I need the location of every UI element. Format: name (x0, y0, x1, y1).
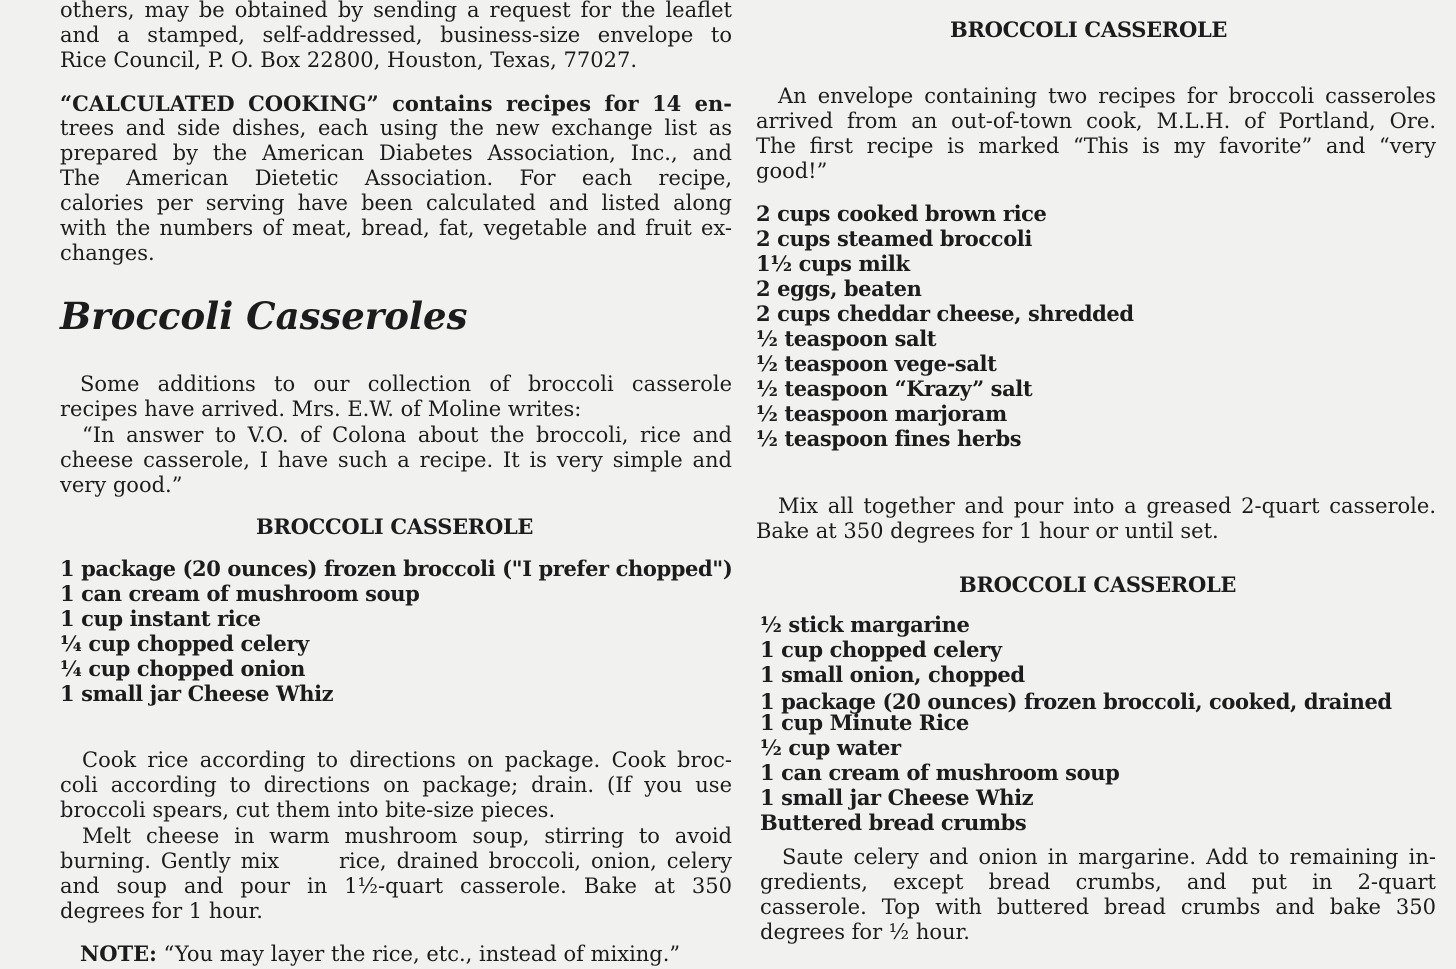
text-line: “In answer to V.O. of Colona about the broccoli, rice and (82, 423, 732, 447)
saute-paragraph (760, 845, 1436, 945)
mix-paragraph (756, 494, 1436, 544)
text-line: broccoli spears, cut them into bite-size pieces. (60, 798, 556, 822)
intro-additions-paragraph (60, 372, 732, 422)
text-line: recipes have arrived. Mrs. E.W. of Moline writes: (60, 397, 582, 421)
note-text: “You may layer the rice, etc., instead of mixing.” (156, 942, 681, 966)
text-line: coli according to directions on package; drain. (If you use (60, 773, 732, 797)
ingredient-item: 1 cup instant rice (60, 606, 261, 631)
text-line: trees and side dishes, each using the new exchange list as (60, 116, 732, 140)
quote-paragraph (60, 423, 732, 498)
ingredient-item: ½ cup water (760, 735, 901, 760)
ingredient-item: 2 cups steamed broccoli (756, 226, 1032, 251)
text-line: degrees for ½ hour. (760, 920, 970, 944)
ingredient-item: 2 cups cheddar cheese, shredded (756, 301, 1134, 326)
envelope-paragraph (756, 84, 1436, 184)
text-line: Melt cheese in warm mushroom soup, stirring to avoid (82, 824, 732, 848)
text-line: arrived from an out-of-town cook, M.L.H. of Portland, Ore. (756, 109, 1436, 133)
ingredient-item: 1 small jar Cheese Whiz (760, 785, 1034, 810)
melt-paragraph (60, 824, 732, 924)
ingredient-item: 2 eggs, beaten (756, 276, 922, 301)
text-line: others, may be obtained by sending a request for the leaflet (60, 0, 732, 22)
text-line: Some additions to our collection of broccoli casserole (80, 372, 732, 396)
text-line: good!” (756, 159, 828, 183)
text-line: degrees for 1 hour. (60, 899, 263, 923)
text-line: The American Dietetic Association. For each recipe, (60, 166, 732, 190)
ingredient-item: ½ teaspoon “Krazy” salt (756, 376, 1033, 401)
text-line: burning. Gently mix rice, drained broccoli, onion, celery (60, 849, 732, 873)
text-line: prepared by the American Diabetes Association, Inc., and (60, 141, 732, 165)
text-line: casserole. Top with buttered bread crumbs and bake 350 (760, 895, 1436, 919)
text-line: “CALCULATED COOKING” contains recipes for 14 en- (60, 91, 732, 116)
text-line: calories per serving have been calculated and listed along (60, 191, 732, 215)
note-label: NOTE: (80, 941, 157, 966)
ingredient-item: ½ teaspoon marjoram (756, 401, 1007, 426)
ingredient-list (756, 201, 1134, 451)
ingredient-item: ½ stick margarine (760, 612, 970, 637)
ingredient-item: ½ teaspoon salt (756, 326, 937, 351)
recipe-title: BROCCOLI CASSEROLE (256, 514, 534, 539)
ingredient-list (760, 612, 1392, 835)
ingredient-item: 1½ cups milk (756, 251, 910, 276)
text-line: Mix all together and pour into a greased 2-quart casserole. (778, 494, 1436, 518)
ingredient-item: 1 package (20 ounces) frozen broccoli, cooked, drained (760, 689, 1392, 714)
ingredient-item: ¼ cup chopped celery (60, 631, 309, 656)
text-line: An envelope containing two recipes for broccoli casseroles (778, 84, 1436, 108)
calculated-cooking-paragraph (60, 91, 732, 266)
text-line: gredients, except bread crumbs, and put in 2-quart (760, 870, 1436, 894)
ingredient-item: ¼ cup chopped onion (60, 656, 305, 681)
ingredient-item: 1 small jar Cheese Whiz (60, 681, 334, 706)
ingredient-item: ½ teaspoon fines herbs (756, 426, 1022, 451)
intro-paragraph (60, 0, 732, 73)
text-line: Bake at 350 degrees for 1 hour or until set. (756, 519, 1219, 543)
directions-paragraph (60, 748, 732, 823)
ingredient-item: 1 cup chopped celery (760, 637, 1002, 662)
text-line: and a stamped, self-addressed, business-size envelope to (60, 23, 732, 47)
ingredient-item: ½ teaspoon vege-salt (756, 351, 997, 376)
text-line: The first recipe is marked “This is my favorite” and “very (756, 134, 1436, 158)
text-line: Saute celery and onion in margarine. Add to remaining in- (782, 845, 1436, 869)
ingredient-item: 1 can cream of mushroom soup (760, 760, 1120, 785)
text-line: very good.” (60, 473, 183, 497)
recipe-title: BROCCOLI CASSEROLE (959, 572, 1237, 597)
ingredient-item: 1 cup Minute Rice (760, 710, 969, 735)
text-line: cheese casserole, I have such a recipe. It is very simple and (60, 448, 732, 472)
ingredient-item: Buttered bread crumbs (760, 810, 1027, 835)
ingredient-list (60, 556, 732, 706)
ingredient-item: 1 package (20 ounces) frozen broccoli ("I prefer chopped") (60, 556, 733, 581)
ingredient-item: 2 cups cooked brown rice (756, 201, 1047, 226)
section-title: Broccoli Casseroles (60, 294, 468, 338)
text-line: changes. (60, 241, 155, 265)
recipe-title: BROCCOLI CASSEROLE (950, 17, 1228, 42)
text-line: Rice Council, P. O. Box 22800, Houston, Texas, 77027. (60, 48, 637, 72)
ingredient-item: 1 small onion, chopped (760, 662, 1025, 687)
ingredient-item: 1 can cream of mushroom soup (60, 581, 420, 606)
text-line: and soup and pour in 1½-quart casserole. Bake at 350 (60, 874, 732, 898)
note-paragraph (80, 941, 680, 967)
text-line: Cook rice according to directions on package. Cook broc- (82, 748, 732, 772)
text-line: with the numbers of meat, bread, fat, vegetable and fruit ex- (60, 216, 732, 240)
